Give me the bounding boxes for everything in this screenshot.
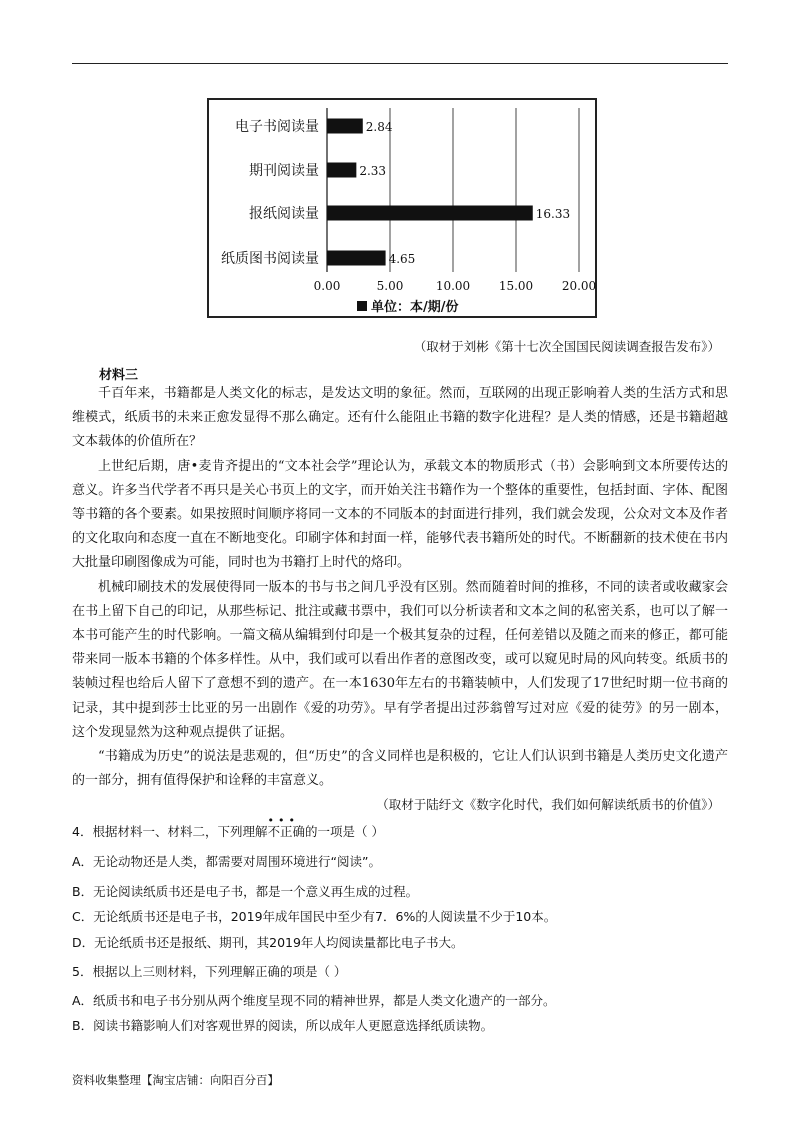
paragraph-2: 上世纪后期，唐•麦肯齐提出的“文本社会学”理论认为，承载文本的物质形式（书）会影响到文本所要传达的意义。许多当代学者不再只是关心书页上的文字，而开始关注书籍作为一个整体的重要性，包括封面、字体、配图等书籍的各个要素。如果按照时间顺序将同一文本的不同版本的封面进行排列，我们就会发现，公众对文本及作者的文化取向和态度一直在不断地变化。印刷字体和封面一样，能够代表书籍所处的时代。不断翻新的技术使在书内大批量印刷图像成为可能，同时也为书籍打上时代的烙印。 [72,458,728,571]
footer-note: 资料收集整理【淘宝店铺：向阳百分百】 [72,1073,279,1087]
value-label: 16.33 [535,207,571,221]
q4-stem-emph: 不正确 [267,824,305,839]
q4-option-b: B．无论阅读纸质书还是电子书，都是一个意义再生成的过程。 [72,884,419,899]
q4-stem-post: 的一项是（ ） [304,824,384,839]
x-tick-label: 0.00 [313,279,341,293]
material3-body [72,382,728,793]
chart-source: （取材于刘彬《第十七次全国国民阅读调查报告发布》） [413,339,720,354]
material3-heading: 材料三 [99,368,139,383]
x-tick-label: 20.00 [561,279,597,293]
bar [327,163,356,178]
q4-option-a: A．无论动物还是人类，都需要对周围环境进行“阅读”。 [72,854,382,869]
q4-stem [72,814,384,840]
x-tick-label: 5.00 [376,279,404,293]
paragraph-1: 千百年来，书籍都是人类文化的标志，是发达文明的象征。然而，互联网的出现正影响着人类的生活方式和思维模式，纸质书的未来正愈发显得不那么确定。还有什么能阻止书籍的数字化进程？是人类的情感，还是书籍超越文本载体的价值所在？ [72,386,728,450]
value-label: 2.33 [359,164,387,178]
legend-swatch [357,301,367,311]
q4-option-d: D．无论纸质书还是报纸、期刊，其2019年人均阅读量都比电子书大。 [72,935,464,950]
value-label: 4.65 [388,252,416,266]
q5-option-a: A．纸质书和电子书分别从两个维度呈现不同的精神世界，都是人类文化遗产的一部分。 [72,993,556,1008]
category-label: 纸质图书阅读量 [221,251,319,267]
bar [327,119,363,134]
q5-stem: 5．根据以上三则材料，下列理解正确的项是（ ） [72,964,347,979]
paragraph-3: 机械印刷技术的发展使得同一版本的书与书之间几乎没有区别。然而随着时间的推移，不同的读者或收藏家会在书上留下自己的印记，从那些标记、批注或藏书票中，我们可以分析读者和文本之间的私密关系，也可以了解一本书可能产生的时代影响。一篇文稿从编辑到付印是一个极其复杂的过程，任何差错以及随之而来的修正，都可能带来同一版本书籍的个体多样性。从中，我们或可以看出作者的意图改变，或可以窥见时局的风向转变。纸质书的装帧过程也给后人留下了意想不到的遗产。在一本1630年左右的书籍装帧中，人们发现了17世纪时期一位书商的记录，其中提到莎士比亚的另一出剧作《爱的功劳》。早有学者提出过莎翁曾写过对应《爱的徒劳》的另一剧本，这个发现显然为这种观点提供了证据。 [72,579,728,740]
reading-volume-chart [207,98,597,318]
category-label: 电子书阅读量 [235,119,319,135]
legend-label: 单位：本/期/份 [371,300,459,315]
q4-option-c: C．无论纸质书还是电子书，2019年成年国民中至少有7．6%的人阅读量不少于10本。 [72,909,557,924]
bar [327,251,386,266]
x-tick-label: 10.00 [435,279,471,293]
value-label: 2.84 [365,120,393,134]
x-tick-label: 15.00 [498,279,534,293]
category-label: 报纸阅读量 [249,206,319,222]
q4-stem-pre: 4．根据材料一、材料二，下列理解 [72,824,268,839]
q4-emphasis [267,814,305,839]
q5-option-b: B．阅读书籍影响人们对客观世界的阅读，所以成年人更愿意选择纸质读物。 [72,1018,494,1033]
emphasis-dots: ••• [267,814,299,827]
material3-source: （取材于陆纡文《数字化时代，我们如何解读纸质书的价值》） [376,797,720,812]
chart-canvas [209,100,599,320]
category-label: 期刊阅读量 [249,163,319,179]
bar [327,206,533,221]
header-rule [72,63,728,64]
paragraph-4: “书籍成为历史”的说法是悲观的，但“历史”的含义同样也是积极的，它让人们认识到书籍是人类历史文化遗产的一部分，拥有值得保护和诠释的丰富意义。 [72,749,728,789]
